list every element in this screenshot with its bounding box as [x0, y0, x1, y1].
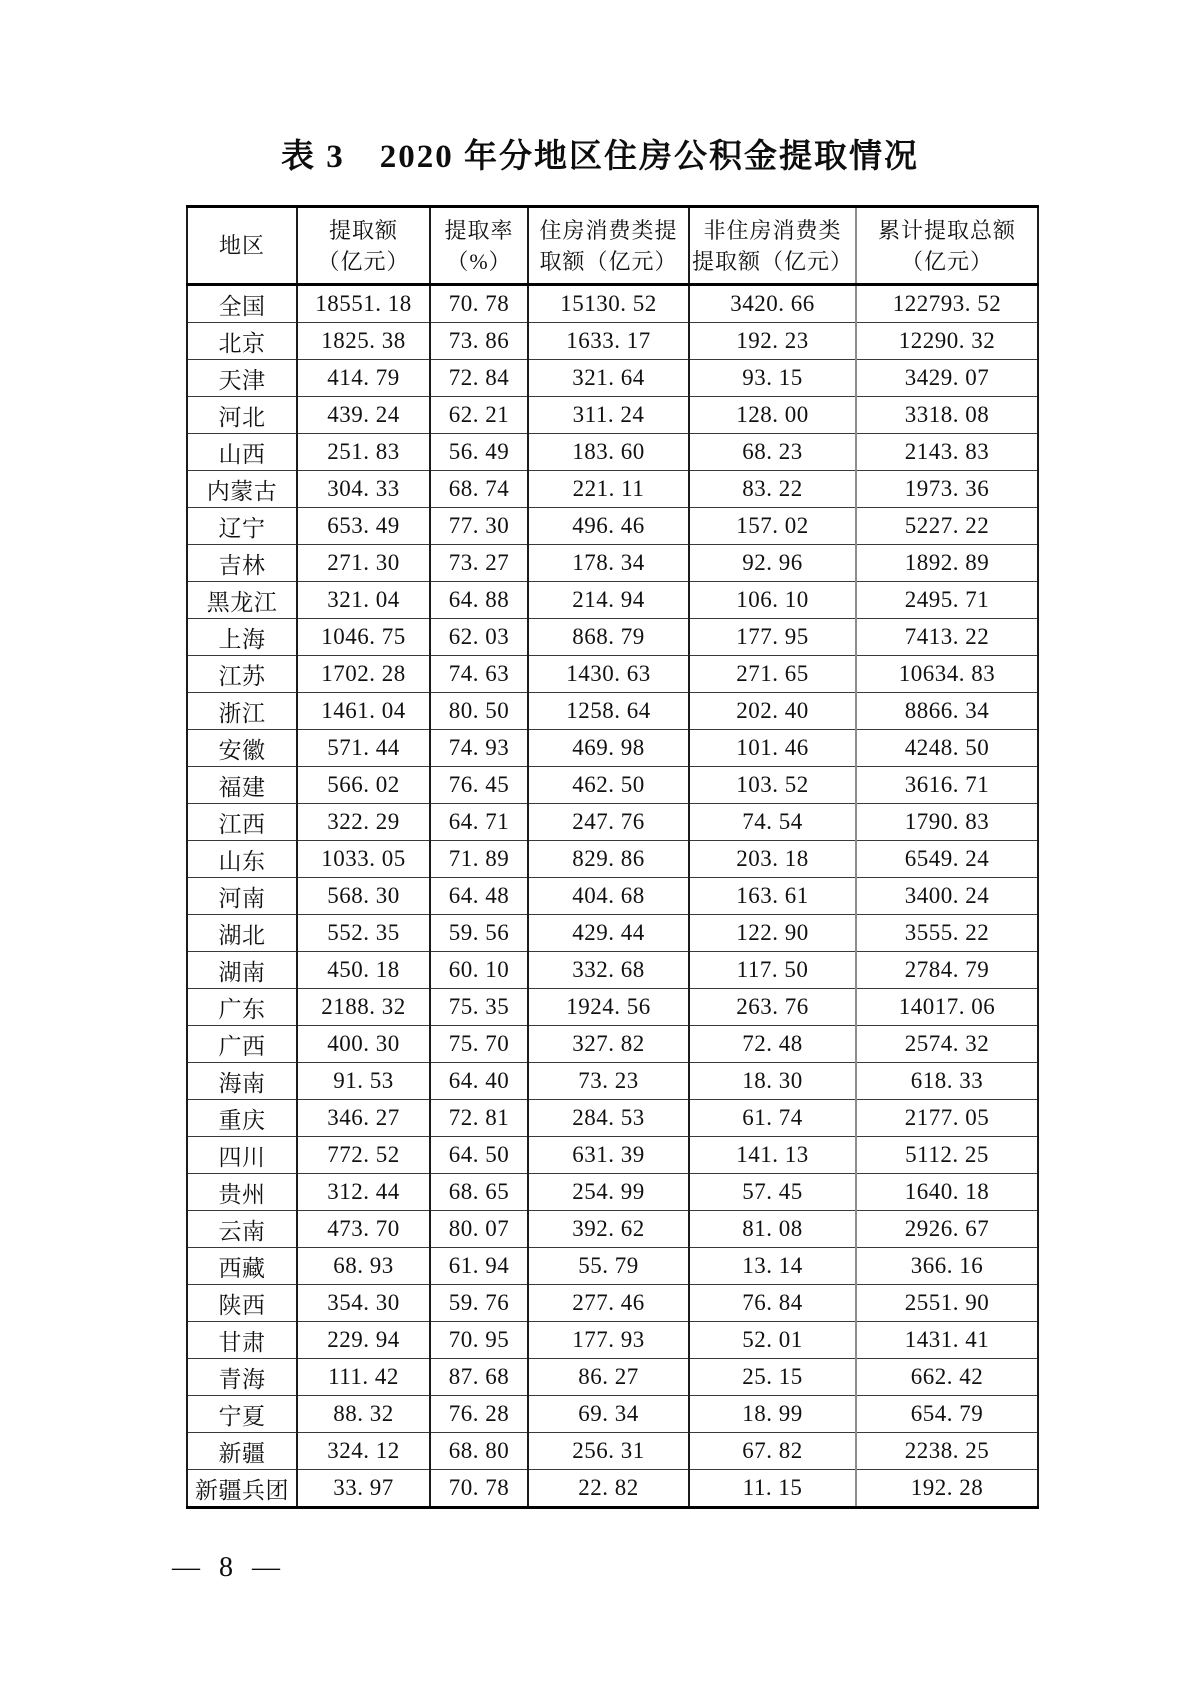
value-cell: 72. 84	[430, 360, 528, 397]
value-cell: 868. 79	[528, 619, 689, 656]
value-cell: 2188. 32	[297, 989, 430, 1026]
value-cell: 1973. 36	[856, 471, 1038, 508]
value-cell: 2238. 25	[856, 1433, 1038, 1470]
region-cell: 青海	[187, 1359, 297, 1396]
value-cell: 3555. 22	[856, 915, 1038, 952]
value-cell: 5112. 25	[856, 1137, 1038, 1174]
value-cell: 33. 97	[297, 1470, 430, 1508]
value-cell: 1258. 64	[528, 693, 689, 730]
table-row	[187, 471, 1038, 508]
value-cell: 22. 82	[528, 1470, 689, 1508]
value-cell: 3400. 24	[856, 878, 1038, 915]
region-cell: 山东	[187, 841, 297, 878]
header-line: （%）	[446, 248, 512, 274]
fund-withdrawal-table-wrap	[186, 205, 1037, 1509]
value-cell: 86. 27	[528, 1359, 689, 1396]
region-cell: 上海	[187, 619, 297, 656]
table-row	[187, 1137, 1038, 1174]
region-cell: 吉林	[187, 545, 297, 582]
region-cell: 天津	[187, 360, 297, 397]
value-cell: 829. 86	[528, 841, 689, 878]
value-cell: 7413. 22	[856, 619, 1038, 656]
region-cell: 山西	[187, 434, 297, 471]
table-row	[187, 285, 1038, 323]
value-cell: 72. 48	[689, 1026, 856, 1063]
value-cell: 70. 95	[430, 1322, 528, 1359]
region-cell: 宁夏	[187, 1396, 297, 1433]
region-cell: 甘肃	[187, 1322, 297, 1359]
value-cell: 88. 32	[297, 1396, 430, 1433]
value-cell: 1825. 38	[297, 323, 430, 360]
region-cell: 浙江	[187, 693, 297, 730]
value-cell: 1046. 75	[297, 619, 430, 656]
header-line: 提取额（亿元）	[691, 248, 853, 274]
value-cell: 662. 42	[856, 1359, 1038, 1396]
value-cell: 67. 82	[689, 1433, 856, 1470]
value-cell: 81. 08	[689, 1211, 856, 1248]
value-cell: 1461. 04	[297, 693, 430, 730]
value-cell: 70. 78	[430, 1470, 528, 1508]
value-cell: 62. 21	[430, 397, 528, 434]
region-cell: 内蒙古	[187, 471, 297, 508]
value-cell: 11. 15	[689, 1470, 856, 1508]
value-cell: 71. 89	[430, 841, 528, 878]
value-cell: 354. 30	[297, 1285, 430, 1322]
value-cell: 163. 61	[689, 878, 856, 915]
region-cell: 云南	[187, 1211, 297, 1248]
value-cell: 61. 94	[430, 1248, 528, 1285]
region-cell: 陕西	[187, 1285, 297, 1322]
value-cell: 18. 30	[689, 1063, 856, 1100]
value-cell: 1892. 89	[856, 545, 1038, 582]
value-cell: 64. 50	[430, 1137, 528, 1174]
value-cell: 59. 56	[430, 915, 528, 952]
value-cell: 1033. 05	[297, 841, 430, 878]
value-cell: 631. 39	[528, 1137, 689, 1174]
value-cell: 68. 65	[430, 1174, 528, 1211]
table-row	[187, 1211, 1038, 1248]
value-cell: 321. 04	[297, 582, 430, 619]
value-cell: 221. 11	[528, 471, 689, 508]
value-cell: 117. 50	[689, 952, 856, 989]
value-cell: 450. 18	[297, 952, 430, 989]
value-cell: 3616. 71	[856, 767, 1038, 804]
value-cell: 202. 40	[689, 693, 856, 730]
value-cell: 214. 94	[528, 582, 689, 619]
value-cell: 68. 74	[430, 471, 528, 508]
value-cell: 157. 02	[689, 508, 856, 545]
table-row	[187, 1100, 1038, 1137]
header-line: 提取额	[328, 217, 398, 243]
value-cell: 68. 93	[297, 1248, 430, 1285]
value-cell: 122. 90	[689, 915, 856, 952]
value-cell: 404. 68	[528, 878, 689, 915]
table-row	[187, 1063, 1038, 1100]
value-cell: 772. 52	[297, 1137, 430, 1174]
value-cell: 654. 79	[856, 1396, 1038, 1433]
value-cell: 55. 79	[528, 1248, 689, 1285]
value-cell: 271. 30	[297, 545, 430, 582]
value-cell: 3429. 07	[856, 360, 1038, 397]
value-cell: 18. 99	[689, 1396, 856, 1433]
value-cell: 2177. 05	[856, 1100, 1038, 1137]
value-cell: 473. 70	[297, 1211, 430, 1248]
value-cell: 332. 68	[528, 952, 689, 989]
header-line: 累计提取总额	[877, 217, 1016, 243]
value-cell: 18551. 18	[297, 285, 430, 323]
region-cell: 海南	[187, 1063, 297, 1100]
table-row	[187, 360, 1038, 397]
table-row	[187, 508, 1038, 545]
value-cell: 192. 23	[689, 323, 856, 360]
table-body	[187, 285, 1038, 1508]
region-cell: 福建	[187, 767, 297, 804]
value-cell: 91. 53	[297, 1063, 430, 1100]
value-cell: 64. 88	[430, 582, 528, 619]
value-cell: 73. 86	[430, 323, 528, 360]
header-cell-cumulative-total	[856, 207, 1038, 285]
value-cell: 25. 15	[689, 1359, 856, 1396]
value-cell: 312. 44	[297, 1174, 430, 1211]
table-title: 表 3 2020 年分地区住房公积金提取情况	[281, 139, 919, 175]
value-cell: 1431. 41	[856, 1322, 1038, 1359]
value-cell: 60. 10	[430, 952, 528, 989]
value-cell: 3420. 66	[689, 285, 856, 323]
header-cell-non-housing-consumption	[689, 207, 856, 285]
value-cell: 1640. 18	[856, 1174, 1038, 1211]
region-cell: 湖南	[187, 952, 297, 989]
value-cell: 277. 46	[528, 1285, 689, 1322]
page-number: — 8 —	[172, 1552, 286, 1583]
value-cell: 87. 68	[430, 1359, 528, 1396]
value-cell: 6549. 24	[856, 841, 1038, 878]
table-row	[187, 841, 1038, 878]
header-line: 提取率	[444, 217, 514, 243]
value-cell: 568. 30	[297, 878, 430, 915]
value-cell: 263. 76	[689, 989, 856, 1026]
value-cell: 74. 93	[430, 730, 528, 767]
value-cell: 653. 49	[297, 508, 430, 545]
value-cell: 92. 96	[689, 545, 856, 582]
value-cell: 1430. 63	[528, 656, 689, 693]
value-cell: 68. 80	[430, 1433, 528, 1470]
value-cell: 80. 07	[430, 1211, 528, 1248]
table-row	[187, 619, 1038, 656]
value-cell: 322. 29	[297, 804, 430, 841]
value-cell: 75. 35	[430, 989, 528, 1026]
table-row	[187, 767, 1038, 804]
value-cell: 400. 30	[297, 1026, 430, 1063]
value-cell: 2926. 67	[856, 1211, 1038, 1248]
table-row	[187, 1026, 1038, 1063]
value-cell: 101. 46	[689, 730, 856, 767]
value-cell: 346. 27	[297, 1100, 430, 1137]
value-cell: 15130. 52	[528, 285, 689, 323]
value-cell: 177. 93	[528, 1322, 689, 1359]
value-cell: 106. 10	[689, 582, 856, 619]
region-cell: 新疆	[187, 1433, 297, 1470]
table-row	[187, 693, 1038, 730]
table-row	[187, 434, 1038, 471]
header-line: 住房消费类提	[539, 217, 678, 243]
region-cell: 江西	[187, 804, 297, 841]
value-cell: 229. 94	[297, 1322, 430, 1359]
table-row	[187, 397, 1038, 434]
value-cell: 1633. 17	[528, 323, 689, 360]
value-cell: 2551. 90	[856, 1285, 1038, 1322]
header-cell-region	[187, 207, 297, 285]
value-cell: 469. 98	[528, 730, 689, 767]
value-cell: 324. 12	[297, 1433, 430, 1470]
table-row	[187, 804, 1038, 841]
value-cell: 74. 54	[689, 804, 856, 841]
value-cell: 247. 76	[528, 804, 689, 841]
value-cell: 311. 24	[528, 397, 689, 434]
value-cell: 83. 22	[689, 471, 856, 508]
value-cell: 64. 71	[430, 804, 528, 841]
value-cell: 183. 60	[528, 434, 689, 471]
value-cell: 2784. 79	[856, 952, 1038, 989]
table-row	[187, 656, 1038, 693]
value-cell: 128. 00	[689, 397, 856, 434]
region-cell: 贵州	[187, 1174, 297, 1211]
value-cell: 5227. 22	[856, 508, 1038, 545]
value-cell: 439. 24	[297, 397, 430, 434]
table-row	[187, 1359, 1038, 1396]
value-cell: 8866. 34	[856, 693, 1038, 730]
value-cell: 1702. 28	[297, 656, 430, 693]
table-row	[187, 1322, 1038, 1359]
value-cell: 571. 44	[297, 730, 430, 767]
region-cell: 湖北	[187, 915, 297, 952]
value-cell: 271. 65	[689, 656, 856, 693]
region-cell: 广西	[187, 1026, 297, 1063]
region-cell: 河南	[187, 878, 297, 915]
table-row	[187, 582, 1038, 619]
value-cell: 618. 33	[856, 1063, 1038, 1100]
header-line: 取额（亿元）	[539, 248, 678, 274]
table-row	[187, 323, 1038, 360]
region-cell: 辽宁	[187, 508, 297, 545]
region-cell: 广东	[187, 989, 297, 1026]
region-cell: 重庆	[187, 1100, 297, 1137]
value-cell: 2143. 83	[856, 434, 1038, 471]
header-cell-withdrawal-rate	[430, 207, 528, 285]
header-line: （亿元）	[900, 248, 993, 274]
value-cell: 2574. 32	[856, 1026, 1038, 1063]
value-cell: 1790. 83	[856, 804, 1038, 841]
fund-withdrawal-table	[186, 205, 1039, 1509]
region-cell: 河北	[187, 397, 297, 434]
table-row	[187, 915, 1038, 952]
table-row	[187, 989, 1038, 1026]
value-cell: 321. 64	[528, 360, 689, 397]
value-cell: 566. 02	[297, 767, 430, 804]
value-cell: 122793. 52	[856, 285, 1038, 323]
table-row	[187, 1248, 1038, 1285]
value-cell: 254. 99	[528, 1174, 689, 1211]
region-cell: 全国	[218, 293, 266, 319]
value-cell: 12290. 32	[856, 323, 1038, 360]
value-cell: 141. 13	[689, 1137, 856, 1174]
region-cell: 黑龙江	[187, 582, 297, 619]
value-cell: 203. 18	[689, 841, 856, 878]
value-cell: 76. 84	[689, 1285, 856, 1322]
value-cell: 52. 01	[689, 1322, 856, 1359]
table-row	[187, 1470, 1038, 1508]
value-cell: 64. 40	[430, 1063, 528, 1100]
region-cell: 江苏	[187, 656, 297, 693]
value-cell: 392. 62	[528, 1211, 689, 1248]
value-cell: 496. 46	[528, 508, 689, 545]
value-cell: 68. 23	[689, 434, 856, 471]
value-cell: 73. 23	[528, 1063, 689, 1100]
value-cell: 70. 78	[430, 285, 528, 323]
value-cell: 552. 35	[297, 915, 430, 952]
header-line: 非住房消费类	[703, 217, 842, 243]
value-cell: 73. 27	[430, 545, 528, 582]
value-cell: 1924. 56	[528, 989, 689, 1026]
value-cell: 72. 81	[430, 1100, 528, 1137]
value-cell: 13. 14	[689, 1248, 856, 1285]
region-cell: 北京	[187, 323, 297, 360]
value-cell: 3318. 08	[856, 397, 1038, 434]
value-cell: 76. 45	[430, 767, 528, 804]
value-cell: 251. 83	[297, 434, 430, 471]
value-cell: 462. 50	[528, 767, 689, 804]
value-cell: 93. 15	[689, 360, 856, 397]
value-cell: 327. 82	[528, 1026, 689, 1063]
table-row	[187, 545, 1038, 582]
value-cell: 80. 50	[430, 693, 528, 730]
region-cell: 四川	[187, 1137, 297, 1174]
table-row	[187, 878, 1038, 915]
value-cell: 4248. 50	[856, 730, 1038, 767]
value-cell: 177. 95	[689, 619, 856, 656]
table-row	[187, 952, 1038, 989]
table-row	[187, 1433, 1038, 1470]
header-line: （亿元）	[317, 248, 410, 274]
value-cell: 62. 03	[430, 619, 528, 656]
header-cell-withdrawal-amount	[297, 207, 430, 285]
value-cell: 69. 34	[528, 1396, 689, 1433]
value-cell: 14017. 06	[856, 989, 1038, 1026]
region-cell: 新疆兵团	[187, 1470, 297, 1508]
value-cell: 56. 49	[430, 434, 528, 471]
value-cell: 74. 63	[430, 656, 528, 693]
region-cell: 西藏	[187, 1248, 297, 1285]
value-cell: 304. 33	[297, 471, 430, 508]
value-cell: 178. 34	[528, 545, 689, 582]
table-row	[187, 1285, 1038, 1322]
value-cell: 75. 70	[430, 1026, 528, 1063]
value-cell: 429. 44	[528, 915, 689, 952]
value-cell: 61. 74	[689, 1100, 856, 1137]
value-cell: 77. 30	[430, 508, 528, 545]
value-cell: 111. 42	[297, 1359, 430, 1396]
table-header-row	[187, 207, 1038, 285]
value-cell: 76. 28	[430, 1396, 528, 1433]
value-cell: 103. 52	[689, 767, 856, 804]
value-cell: 10634. 83	[856, 656, 1038, 693]
value-cell: 366. 16	[856, 1248, 1038, 1285]
value-cell: 59. 76	[430, 1285, 528, 1322]
table-row	[187, 730, 1038, 767]
header-line: 地区	[218, 233, 265, 258]
value-cell: 2495. 71	[856, 582, 1038, 619]
value-cell: 256. 31	[528, 1433, 689, 1470]
header-cell-housing-consumption	[528, 207, 689, 285]
table-row	[187, 1174, 1038, 1211]
region-cell: 安徽	[187, 730, 297, 767]
value-cell: 57. 45	[689, 1174, 856, 1211]
value-cell: 414. 79	[297, 360, 430, 397]
value-cell: 192. 28	[856, 1470, 1038, 1508]
value-cell: 284. 53	[528, 1100, 689, 1137]
table-row	[187, 1396, 1038, 1433]
value-cell: 64. 48	[430, 878, 528, 915]
